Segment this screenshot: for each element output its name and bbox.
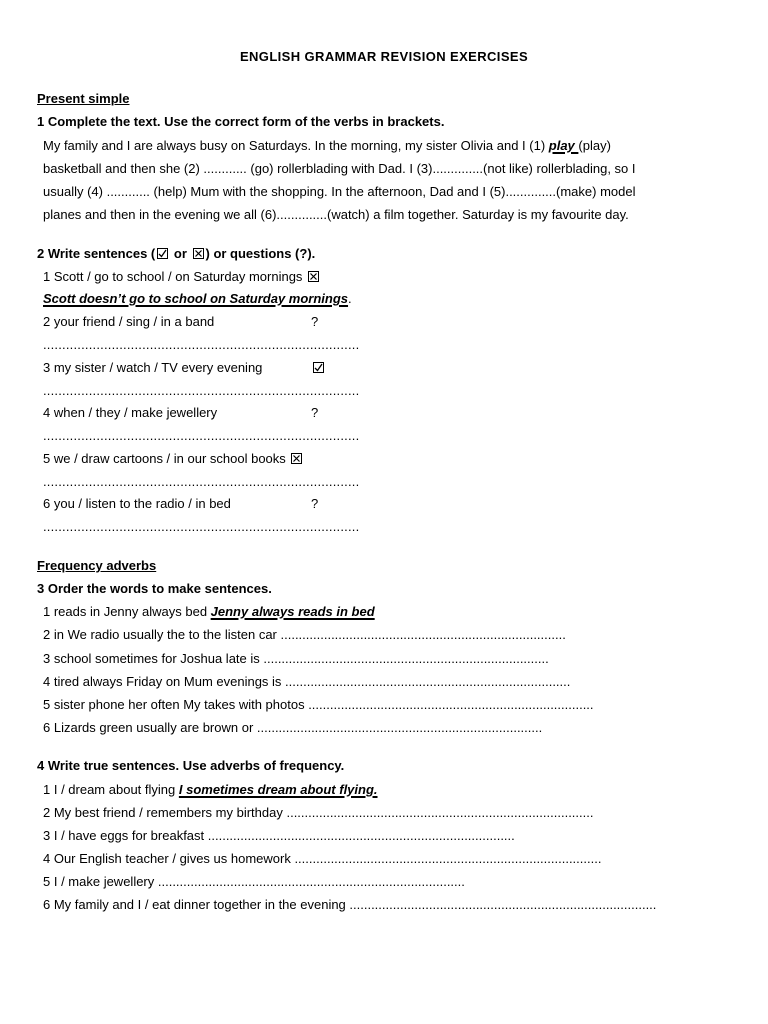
cross-box-icon <box>308 271 319 282</box>
exercise-3-item: 6 Lizards green usually are brown or ............................................................................... <box>43 720 543 735</box>
exercise-2-item: 3 my sister / watch / TV every evening <box>43 360 263 375</box>
exercise-2-example <box>43 269 321 284</box>
exercise-4-instruction: 4 Write true sentences. Use adverbs of frequency. <box>37 758 345 773</box>
answer-line: ................................................................................... <box>43 474 360 489</box>
text: My family and I are always busy on Saturdays. In the morning, my sister Olivia and I (1) <box>43 138 549 153</box>
question-mark: ? <box>311 496 319 511</box>
exercise-2-example-answer <box>43 291 352 306</box>
example-answer: Jenny always reads in bed <box>210 604 375 619</box>
text: 1 reads in Jenny always bed <box>43 604 211 619</box>
text: . <box>348 291 352 306</box>
answer-line: ................................................................................... <box>43 337 360 352</box>
text: or <box>170 246 191 261</box>
question-mark: ? <box>311 314 319 329</box>
exercise-2-instruction <box>37 246 315 261</box>
exercise-4-item: 4 Our English teacher / gives us homework ..................................................................................... <box>43 851 602 866</box>
example-answer: I sometimes dream about flying. <box>178 782 378 797</box>
exercise-3-item: 4 tired always Friday on Mum evenings is ............................................................................... <box>43 674 571 689</box>
text: 1 Scott / go to school / on Saturday mornings <box>43 269 303 284</box>
exercise-1-line: planes and then in the evening we all (6)..............(watch) a film together. Saturday is my favourite day. <box>43 207 629 222</box>
cross-box-icon <box>193 248 204 259</box>
page-title: ENGLISH GRAMMAR REVISION EXERCISES <box>239 49 529 64</box>
exercise-1-line: basketball and then she (2) ............ (go) rollerblading with Dad. I (3)..............(not like) rollerblading, so I <box>43 161 636 176</box>
exercise-3-item: 2 in We radio usually the to the listen car ............................................................................... <box>43 627 566 642</box>
check-box-icon <box>157 248 168 259</box>
exercise-2-item: 4 when / they / make jewellery <box>43 405 218 420</box>
text: 5 we / draw cartoons / in our school books <box>43 451 286 466</box>
exercise-4-item: 6 My family and I / eat dinner together in the evening ..................................................................................... <box>43 897 657 912</box>
example-answer: play <box>548 138 579 153</box>
exercise-4-item: 2 My best friend / remembers my birthday ..................................................................................... <box>43 805 594 820</box>
section-heading-present-simple: Present simple <box>37 91 130 106</box>
text: (play) <box>578 138 611 153</box>
text: 1 I / dream about flying <box>43 782 179 797</box>
text: ) or questions (?). <box>205 246 316 261</box>
exercise-3-item: 5 sister phone her often My takes with photos ............................................................................... <box>43 697 594 712</box>
mark <box>311 360 326 375</box>
exercise-3-example <box>43 604 375 619</box>
question-mark: ? <box>311 405 319 420</box>
answer-line: ................................................................................... <box>43 519 360 534</box>
answer-line: ................................................................................... <box>43 383 360 398</box>
example-answer: Scott doesn’t go to school on Saturday mornings <box>43 291 349 306</box>
answer-line: ................................................................................... <box>43 428 360 443</box>
exercise-4-item: 3 I / have eggs for breakfast ..................................................................................... <box>43 828 515 843</box>
exercise-2-item: 6 you / listen to the radio / in bed <box>43 496 231 511</box>
exercise-2-item <box>43 451 304 466</box>
exercise-1-instruction: 1 Complete the text. Use the correct form of the verbs in brackets. <box>37 114 445 129</box>
cross-box-icon <box>291 453 302 464</box>
section-heading-frequency-adverbs: Frequency adverbs <box>37 558 157 573</box>
exercise-1-line: usually (4) ............ (help) Mum with the shopping. In the afternoon, Dad and I (5)..............(make) model <box>43 184 636 199</box>
text: 2 Write sentences ( <box>37 246 156 261</box>
exercise-3-item: 3 school sometimes for Joshua late is ............................................................................... <box>43 651 549 666</box>
check-box-icon <box>313 362 324 373</box>
exercise-2-item: 2 your friend / sing / in a band <box>43 314 215 329</box>
exercise-4-example <box>43 782 378 797</box>
exercise-1-line <box>43 138 611 153</box>
exercise-4-item: 5 I / make jewellery ..................................................................................... <box>43 874 465 889</box>
exercise-3-instruction: 3 Order the words to make sentences. <box>37 581 272 596</box>
